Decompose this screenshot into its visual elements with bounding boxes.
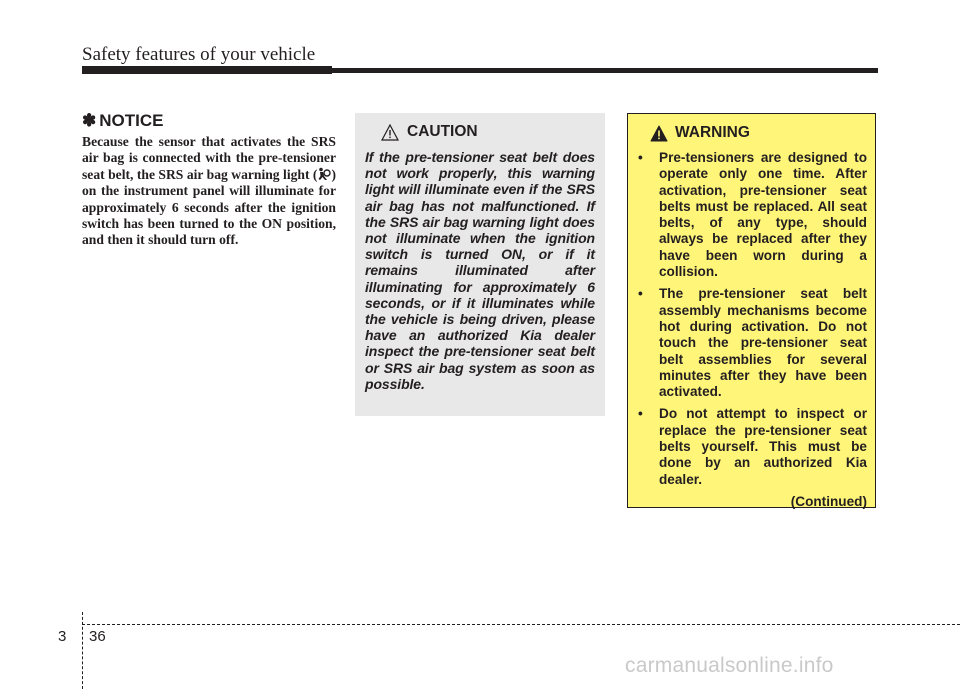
caution-triangle-icon bbox=[381, 124, 399, 141]
continued-label: (Continued) bbox=[790, 493, 867, 509]
notice-heading bbox=[82, 111, 163, 131]
notice-heading-label: NOTICE bbox=[99, 111, 164, 130]
bullet-icon: • bbox=[638, 150, 643, 165]
caution-box bbox=[355, 113, 605, 416]
footer-rule bbox=[82, 624, 960, 625]
warning-item bbox=[638, 286, 867, 400]
caution-title bbox=[381, 121, 595, 143]
warning-item-text: Do not attempt to inspect or replace the pre-tensioner seat belts yourself. This must be done by an authorized Kia dealer. bbox=[659, 406, 867, 487]
warning-item-text: The pre-tensioner seat belt assembly mechanisms become hot during activation. Do not touch the pre-tensioner seat belt assemblies for several minutes after they have been activated. bbox=[659, 286, 867, 400]
warning-item-text: Pre-tensioners are designed to operate only one time. After activation, pre-tensioner seat belts must be replaced. All seat belts, of any type, should always be replaced after they have been worn during a collision. bbox=[659, 150, 867, 280]
page-header-title: Safety features of your vehicle bbox=[82, 44, 316, 65]
bullet-icon: • bbox=[638, 286, 643, 302]
bullet-icon: • bbox=[638, 406, 643, 422]
warning-title bbox=[650, 122, 867, 144]
warning-box bbox=[627, 113, 876, 508]
warning-item bbox=[638, 406, 867, 487]
page-number: 36 bbox=[89, 628, 106, 645]
header-rule bbox=[82, 68, 878, 73]
notice-text-part2: ) on the instrument panel will illuminate for approximately 6 seconds after the ignition switch has been turned to the ON position, and then it should turn off. bbox=[82, 166, 336, 248]
warning-title-label: WARNING bbox=[675, 124, 750, 141]
chapter-number: 3 bbox=[58, 628, 67, 645]
watermark-text: carmanualsonline.info bbox=[625, 654, 834, 677]
warning-triangle-icon bbox=[650, 125, 668, 142]
warning-item bbox=[638, 150, 867, 280]
airbag-warning-icon bbox=[317, 167, 331, 181]
caution-title-label: CAUTION bbox=[407, 123, 478, 140]
footer-divider bbox=[82, 612, 83, 689]
notice-star-icon: ✽ bbox=[82, 111, 97, 130]
caution-text: If the pre-tensioner seat belt does not work properly, this warning light will illuminate even if the SRS air bag has not malfunctioned. If the SRS air bag warning light does not illuminate when the ignition switch is turned ON, or if it remains illuminated after illuminating for approximately 6 seconds, or if it illuminates while the vehicle is being driven, please have an authorized Kia dealer inspect the pre-tensioner seat belt or SRS air bag system as soon as possible. bbox=[365, 149, 595, 392]
notice-body bbox=[82, 134, 336, 249]
notice-text-part1: Because the sensor that activates the SRS air bag is connected with the pre-tensioner seat belt, the SRS air bag warning light ( bbox=[82, 134, 336, 182]
warning-list bbox=[638, 150, 867, 488]
